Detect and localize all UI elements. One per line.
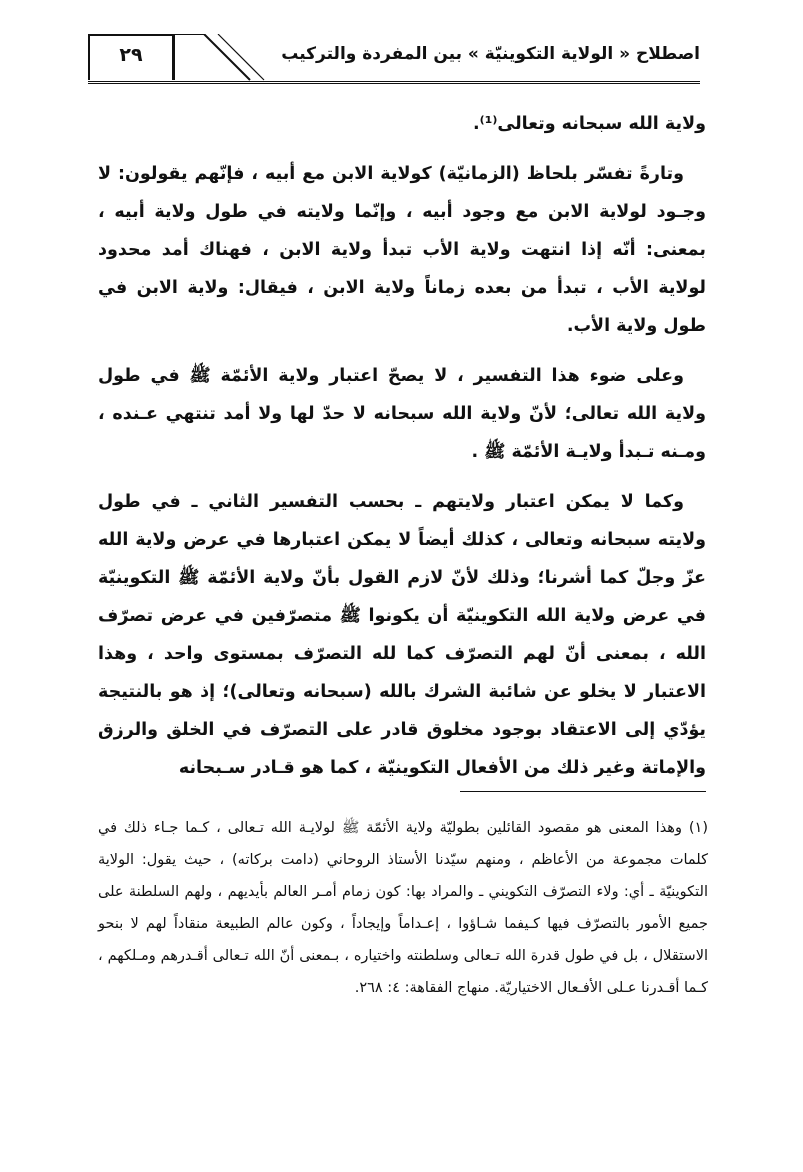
paragraph-3: وعلى ضوء هذا التفسير ، لا يصحّ اعتبار ولاية الأئمّة ﷺ في طول ولاية الله تعالى؛ لأنّ ولاية الله سبحانه لا حدّ لها ولا أمد تنتهي عـنده ، ومـنه تـبدأ ولايـة الأئمّة ﷺ . <box>98 366 706 462</box>
paragraph-2: وتارةً تفسّر بلحاظ (الزمانيّة) كولاية الابن مع أبيه ، فإنّهم يقولون: لا وجـود لولاية الابن مع وجود أبيه ، وإنّما ولايته في طول ولاية أبيه ، بمعنى: أنّه إذا انتهت ولاية الأب تبدأ ولاية الابن ، فهناك أمد محدود لولاية الأب ، تبدأ من بعده زماناً ولاية الابن ، فيقال: ولاية الابن في طول ولاية الأب. <box>98 164 706 336</box>
main-text <box>98 105 706 799</box>
footnote-1: (١) وهذا المعنى هو مقصود القائلين بطوليّة ولاية الأئمّة ﷺ لولايـة الله تـعالى ، كـما جـاء ذلك في كلمات مجموعة من الأعاظم ، ومنهم سيّدنا الأستاذ الروحاني (دامت بركاته) ، حيث يقول: الولاية التكوينيّة ـ أي: ولاء التصرّف التكويني ـ والمراد بها: كون زمام أمـر العالم بأيديهم ، ولهم السلطنة على جميع الأمور بالتصرّف فيها كـيفما شـاؤوا ، إعـداماً وإيجاداً ، وكون عالم الطبيعة منقاداً لهم لا بنحو الاستقلال ، بل في طول قدرة الله تـعالى وسلطنته واختياره ، بـمعنى أنّ الله تـعالى أقـدرهم ومـلكهم ، كـما أقـدرنا عـلى الأفـعال الاختياريّة. منهاج الفقاهة: ٤: ٢٦٨. <box>98 820 708 996</box>
page-header <box>88 34 700 84</box>
footnote-divider <box>460 791 706 792</box>
footnotes <box>98 812 708 1004</box>
paragraph-1: ولاية الله سبحانه وتعالى⁽¹⁾. <box>472 114 706 134</box>
running-title: اصطلاح « الولاية التكوينيّة » بين المفردة والتركيب <box>281 44 700 64</box>
header-rule <box>88 81 700 84</box>
page-number: ٢٩ <box>119 44 143 66</box>
paragraph-4: وكما لا يمكن اعتبار ولايتهم ـ بحسب التفسير الثاني ـ في طول ولايته سبحانه وتعالى ، كذلك أيضاً لا يمكن اعتبارها في عرض ولاية الله عزّ وجلّ كما أشرنا؛ وذلك لأنّ لازم القول بأنّ ولاية الأئمّة ﷺ التكوينيّة في عرض ولاية الله التكوينيّة أن يكونوا ﷺ متصرّفين في عرض تصرّف الله ، بمعنى أنّ لهم التصرّف كما لله التصرّف بمستوى واحد ، وهذا الاعتبار لا يخلو عن شائبة الشرك بالله (سبحانه وتعالى)؛ إذ هو بالنتيجة يؤدّي إلى الاعتقاد بوجود مخلوق قادر على التصرّف في الخلق والرزق والإماتة وغير ذلك من الأفعال التكوينيّة ، كما هو قـادر سـبحانه <box>98 492 706 778</box>
